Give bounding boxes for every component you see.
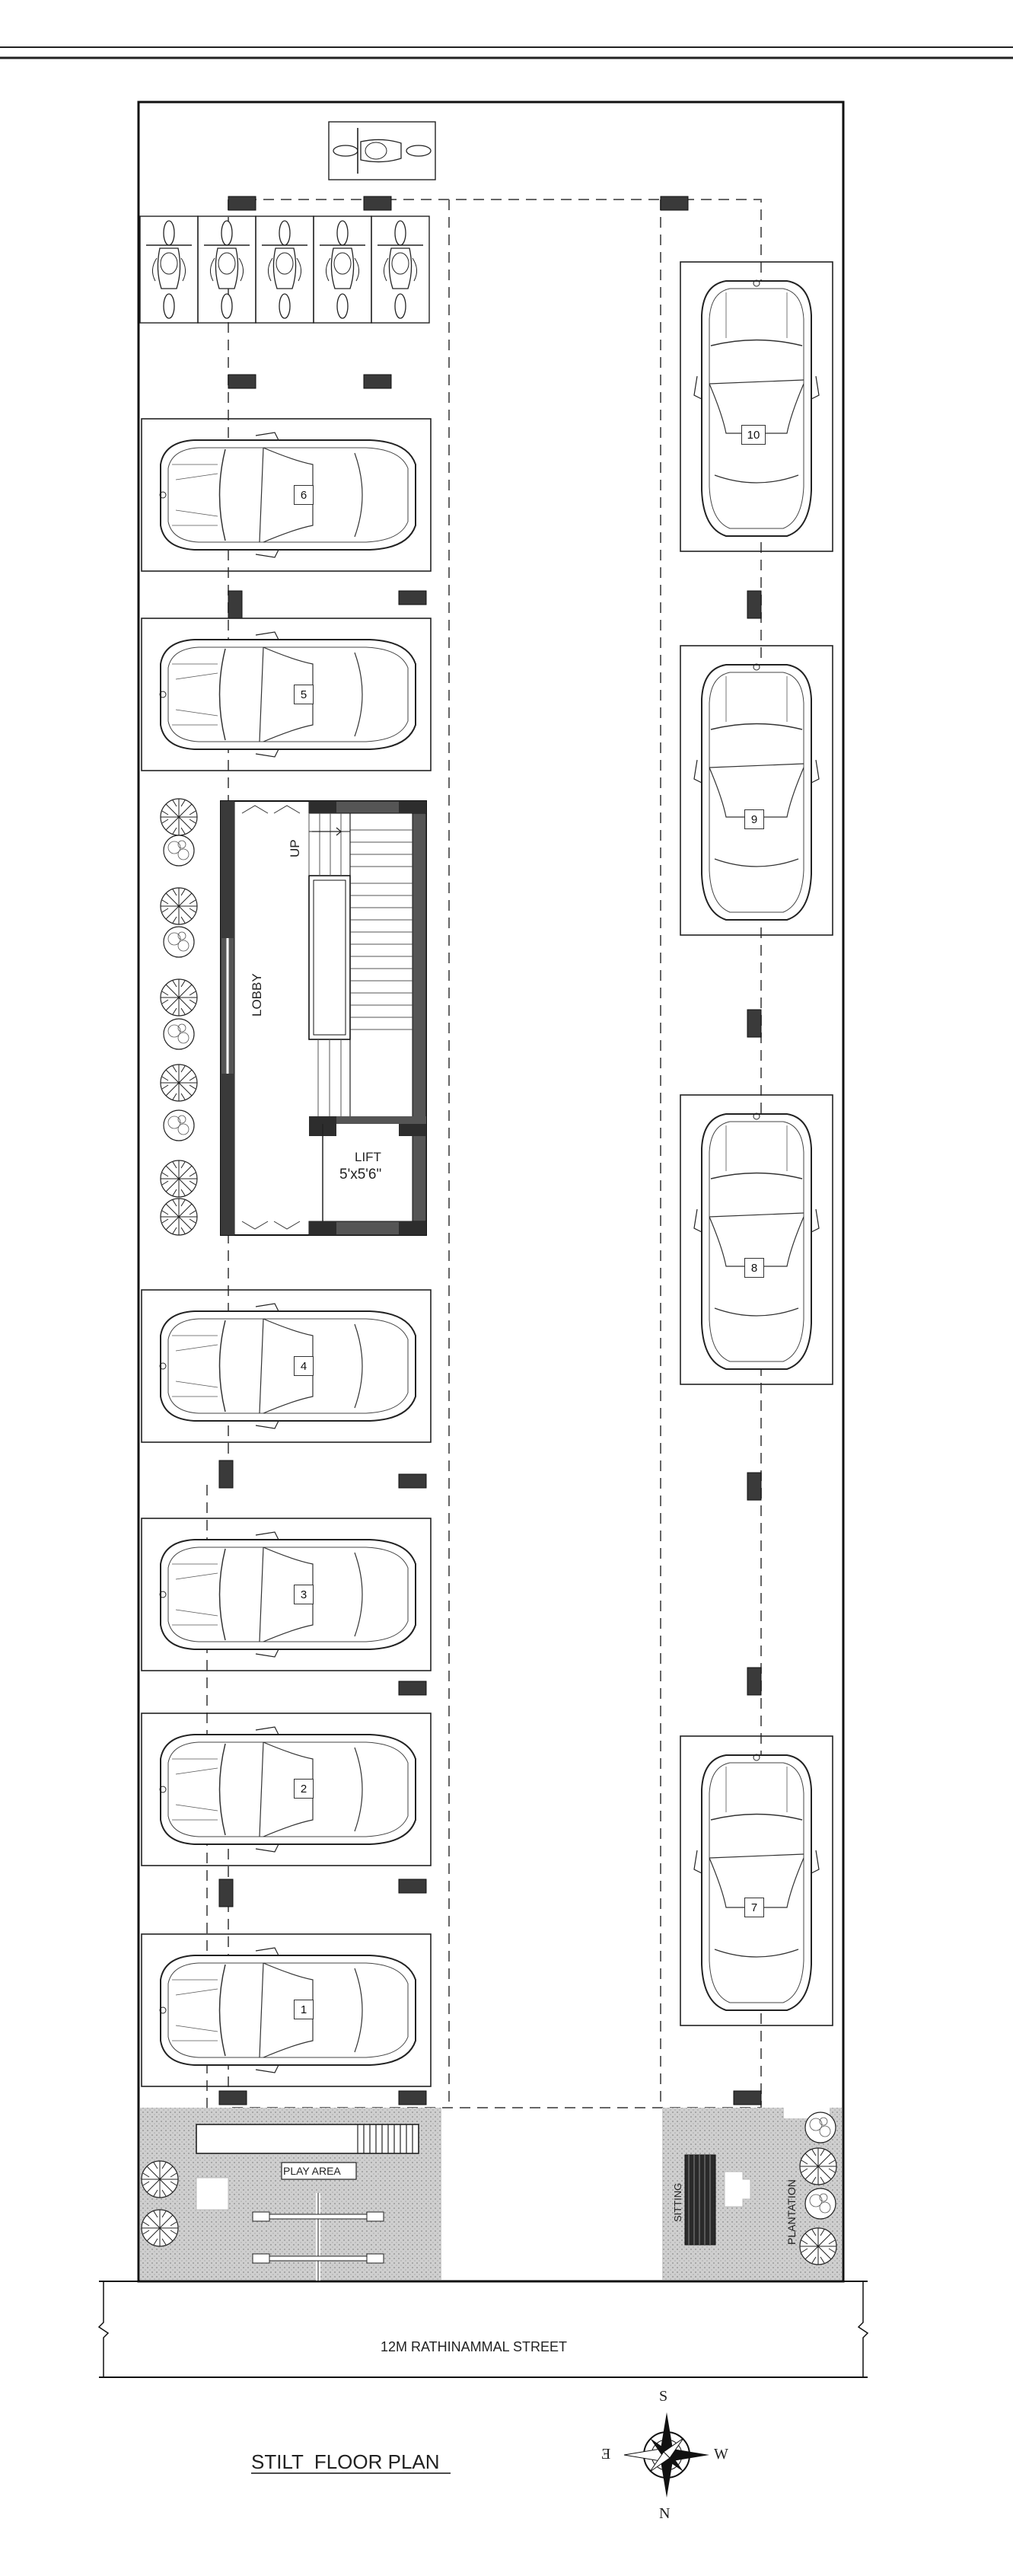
parking-spot-9-number: 9 [744,809,764,829]
parking-spot-5-number: 5 [294,685,314,704]
parking-spot-4-number: 4 [294,1356,314,1376]
parking-spot-8-number: 8 [744,1258,764,1278]
stair-up-label: UP [288,839,302,857]
compass-north: N [659,2505,671,2522]
parking-spot-6-number: 6 [294,485,314,505]
compass-east: E [601,2446,611,2463]
plan-title: STILT FLOOR PLAN [251,2450,440,2473]
parking-spot-2-number: 2 [294,1779,314,1799]
compass-west: W [714,2446,728,2463]
sitting-label: SITTING [672,2182,683,2222]
parking-spot-3-number: 3 [294,1585,314,1604]
lift-size-label: 5'x5'6" [339,1167,382,1183]
compass-south: S [659,2388,668,2405]
plantation-label: PLANTATION [785,2179,798,2245]
play-area-label: PLAY AREA [283,2165,341,2177]
parking-spot-10-number: 10 [741,425,766,445]
parking-spot-1-number: 1 [294,2000,314,2019]
lobby-block [221,801,426,1235]
compass-rose [624,2412,709,2498]
street [99,2281,868,2377]
street-label: 12M RATHINAMMAL STREET [381,2339,568,2354]
parking-spot-7-number: 7 [744,1898,764,1917]
lift-label: LIFT [355,1150,381,1164]
lobby-label: LOBBY [250,973,264,1017]
